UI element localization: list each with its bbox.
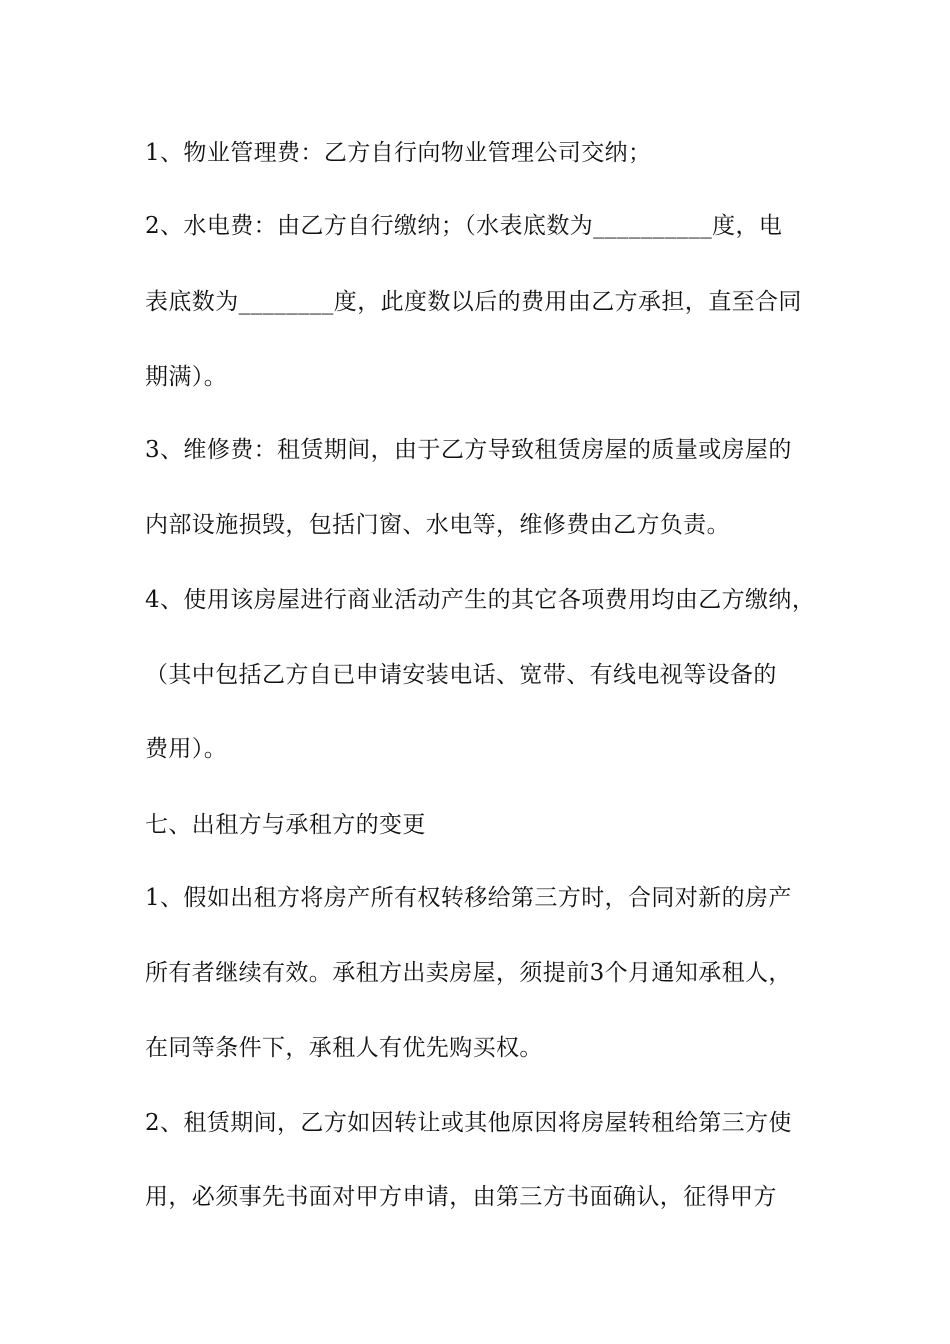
text-line: 表底数为________度，此度数以后的费用由乙方承担，直至合同 (145, 289, 802, 315)
text-line: 1、物业管理费：乙方自行向物业管理公司交纳； (145, 140, 652, 166)
text-line: 期满）。 (145, 364, 228, 390)
text-line: 费用）。 (145, 736, 228, 762)
text-line: 用，必须事先书面对甲方申请，由第三方书面确认，征得甲方 (145, 1184, 777, 1210)
text-line: 1、假如出租方将房产所有权转移给第三方时，合同对新的房产 (145, 885, 792, 911)
text-line: 内部设施损毁，包括门窗、水电等，维修费由乙方负责。 (145, 512, 730, 538)
text-line: 在同等条件下，承租人有优先购买权。 (145, 1035, 543, 1061)
section-heading: 七、出租方与承租方的变更 (145, 812, 426, 838)
text-line: 2、租赁期间，乙方如因转让或其他原因将房屋转租给第三方使 (145, 1110, 792, 1136)
text-line: 2、水电费：由乙方自行缴纳；（水表底数为__________度，电 (145, 213, 783, 239)
text-line: 4、使用该房屋进行商业活动产生的其它各项费用均由乙方缴纳， (145, 587, 816, 613)
text-line: 3、维修费：租赁期间，由于乙方导致租赁房屋的质量或房屋的 (145, 437, 792, 463)
text-line: （其中包括乙方自已申请安装电话、宽带、有线电视等设备的 (145, 662, 777, 688)
text-line: 所有者继续有效。承租方出卖房屋，须提前3个月通知承租人， (145, 960, 792, 986)
